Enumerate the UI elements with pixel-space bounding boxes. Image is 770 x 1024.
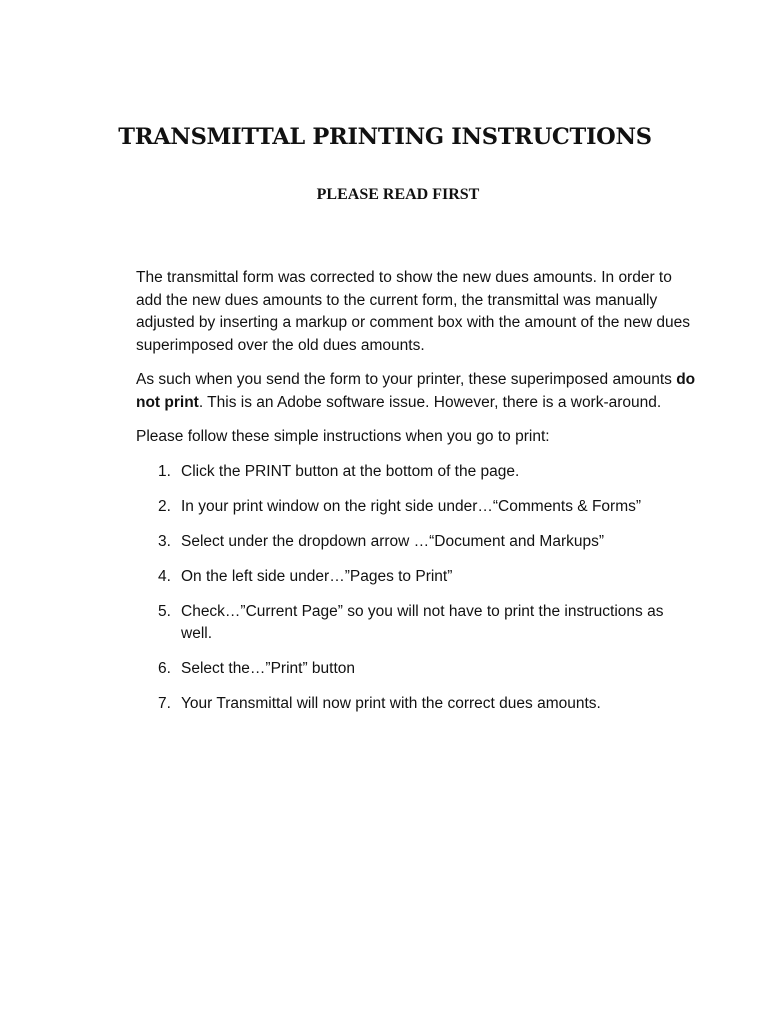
paragraph-issue-text-end: . This is an Adobe software issue. However, there is a work-around. [198, 393, 662, 411]
list-item-text: In your print window on the right side under…“Comments & Forms” [181, 497, 642, 515]
paragraph-issue [136, 369, 696, 414]
list-item-text: Click the PRINT button at the bottom of the page. [181, 462, 520, 480]
list-item-number: 5. [158, 602, 171, 620]
list-item-number: 7. [158, 695, 171, 712]
paragraph-intro: The transmittal form was corrected to show the new dues amounts. In order to add the new dues amounts to the current form, the transmittal was manually adjusted by inserting a markup or comment box with the amount of the new dues superimposed over the old dues amounts. [136, 269, 690, 354]
document-body [136, 267, 696, 728]
list-item [136, 496, 696, 519]
list-item [136, 601, 696, 646]
list-item [136, 693, 696, 716]
list-item-text: Your Transmittal will now print with the correct dues amounts. [181, 695, 601, 712]
list-item-text: Select under the dropdown arrow …“Document and Markups” [181, 532, 605, 550]
paragraph-issue-text-start: As such when you send the form to your printer, these superimposed amounts [136, 371, 677, 388]
list-item [136, 461, 696, 484]
list-item-text: Select the…”Print” button [181, 660, 356, 677]
list-item [136, 658, 696, 681]
list-item [136, 566, 696, 589]
page-subtitle: PLEASE READ FIRST [316, 186, 480, 203]
list-item-number: 2. [158, 497, 171, 515]
instruction-list [136, 461, 696, 716]
list-item [136, 531, 696, 554]
paragraph-follow: Please follow these simple instructions when you go to print: [136, 428, 550, 445]
list-item-number: 1. [158, 462, 171, 480]
list-item-number: 6. [158, 660, 171, 677]
list-item-number: 4. [158, 567, 171, 585]
list-item-text: Check…”Current Page” so you will not have to print the instructions as well. [181, 602, 664, 642]
paragraph-issue-bold: do not print [136, 371, 696, 411]
list-item-text: On the left side under…”Pages to Print” [181, 567, 453, 585]
page-title: TRANSMITTAL PRINTING INSTRUCTIONS [118, 124, 652, 150]
list-item-number: 3. [158, 532, 171, 550]
